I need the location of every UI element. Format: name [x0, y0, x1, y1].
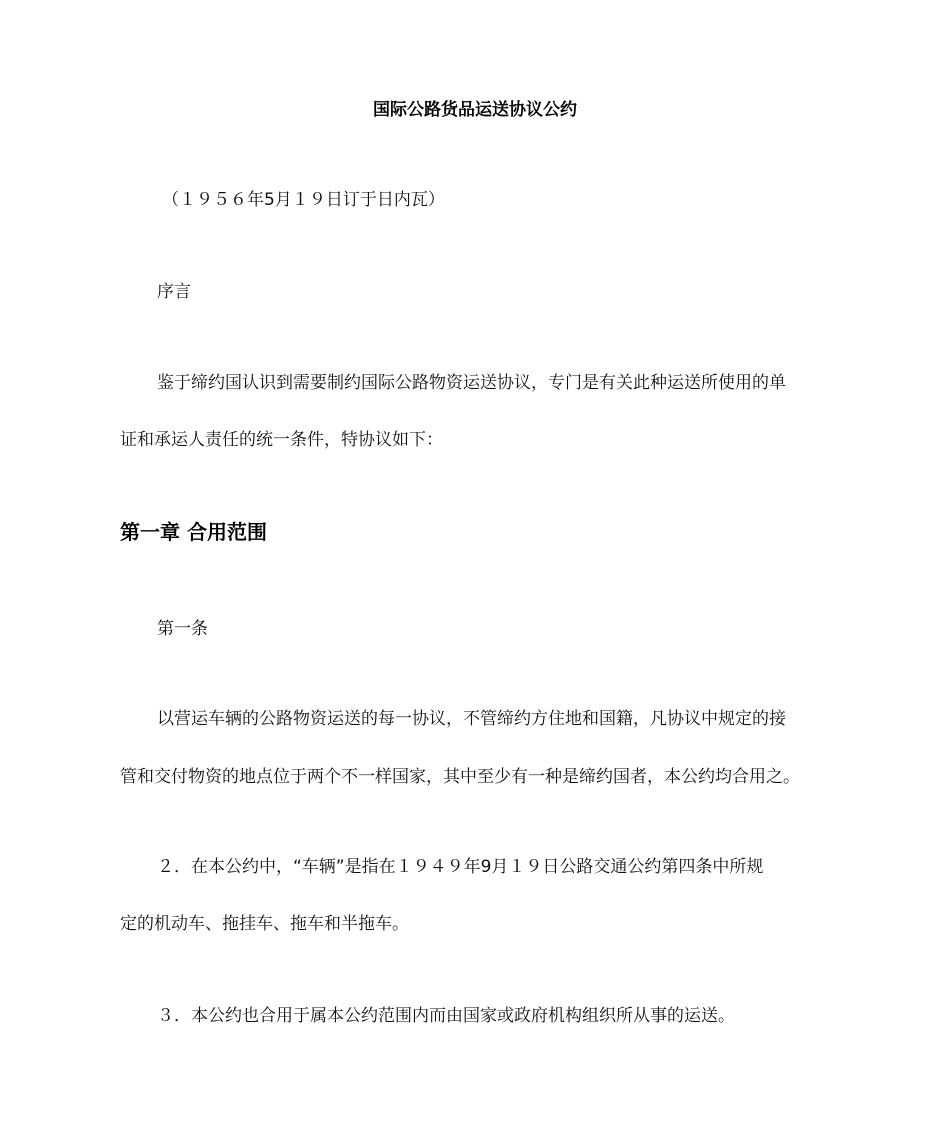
article-paragraph-1-line-2: 管和交付物资的地点位于两个不一样国家，其中至少有一种是缔约国者，本公约均合用之。 — [120, 767, 800, 787]
date-line: （１９５６年5月１９日订于日内瓦） — [162, 190, 445, 210]
article-paragraph-2-line-1: ２．在本公约中，“车辆”是指在１９４９年9月１９日公路交通公约第四条中所规 — [157, 857, 764, 877]
article-paragraph-3-line-1: ３．本公约也合用于属本公约范围内而由国家或政府机构组织所从事的运送。 — [157, 1006, 735, 1026]
preamble-paragraph-line-2: 证和承运人责任的统一条件，特协议如下： — [120, 430, 443, 450]
article-paragraph-2-line-2: 定的机动车、拖挂车、拖车和半拖车。 — [120, 914, 409, 934]
document-title: 国际公路货品运送协议公约 — [373, 100, 577, 120]
article-paragraph-1-line-1: 以营运车辆的公路物资运送的每一协议，不管缔约方住地和国籍，凡协议中规定的接 — [157, 709, 786, 729]
article-heading: 第一条 — [157, 619, 208, 639]
preamble-paragraph-line-1: 鉴于缔约国认识到需要制约国际公路物资运送协议，专门是有关此种运送所使用的单 — [157, 373, 786, 393]
chapter-heading: 第一章 合用范围 — [120, 520, 267, 544]
preamble-heading: 序言 — [157, 282, 191, 302]
